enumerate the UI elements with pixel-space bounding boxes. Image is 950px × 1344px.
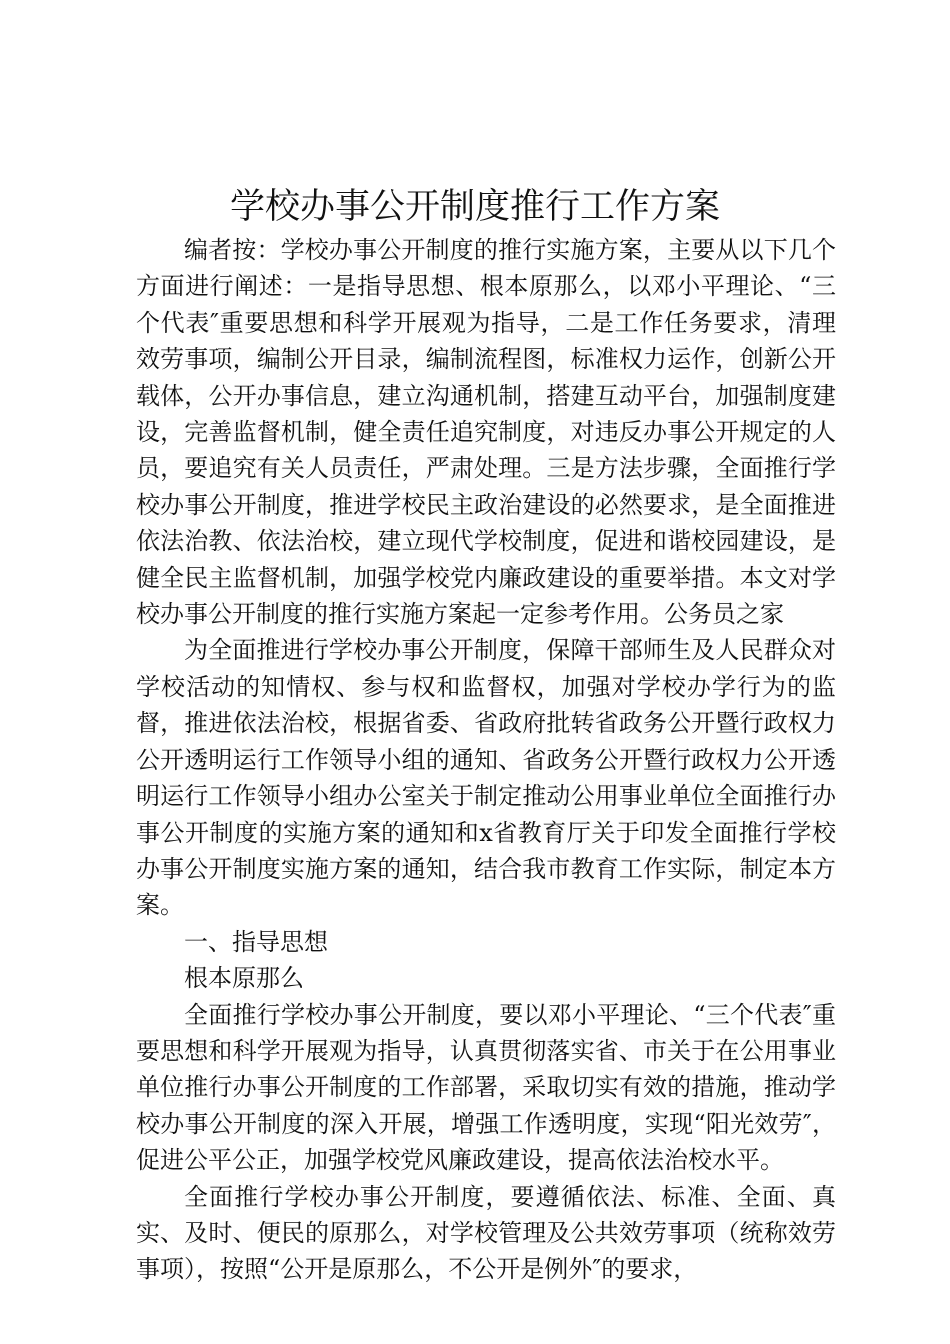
section-subheading-basic-principles: 根本原那么 xyxy=(184,964,304,993)
document-title: 学校办事公开制度推行工作方案 xyxy=(229,187,720,227)
document-body xyxy=(136,232,836,1288)
paragraph-intro: 为全面推进行学校办事公开制度，保障干部师生及人民群众对学校活动的知情权、参与权和监督权，加强对学校办学行为的监督，推进依法治校，根据省委、省政府批转省政务公开暨行政权力公开透明运行工作领导小组的通知、省政务公开暨行政权力公开透明运行工作领导小组办公室关于制定推动公用事业单位全面推行办事公开制度的实施方案的通知和x省教育厅关于印发全面推行学校办事公开制度实施方案的通知，结合我市教育工作实际，制定本方案。 xyxy=(136,636,836,920)
paragraph-editor-note: 编者按：学校办事公开制度的推行实施方案，主要从以下几个方面进行阐述：一是指导思想、根本原那么，以邓小平理论、“三个代表″重要思想和科学开展观为指导，二是工作任务要求，清理效劳事项，编制公开目录，编制流程图，标准权力运作，创新公开载体，公开办事信息，建立沟通机制，搭建互动平台，加强制度建设，完善监督机制，健全责任追究制度，对违反办事公开规定的人员，要追究有关人员责任，严肃处理。三是方法步骤，全面推行学校办事公开制度，推进学校民主政治建设的必然要求，是全面推进依法治教、依法治校，建立现代学校制度，促进和谐校园建设，是健全民主监督机制，加强学校党内廉政建设的重要举措。本文对学校办事公开制度的推行实施方案起一定参考作用。公务员之家 xyxy=(136,236,836,629)
paragraph-principles: 全面推行学校办事公开制度，要遵循依法、标准、全面、真实、及时、便民的原那么，对学校管理及公共效劳事项（统称效劳事项），按照“公开是原那么，不公开是例外″的要求， xyxy=(136,1182,836,1284)
paragraph-guiding-ideology: 全面推行学校办事公开制度，要以邓小平理论、“三个代表″重要思想和科学开展观为指导，认真贯彻落实省、市关于在公用事业单位推行办事公开制度的工作部署，采取切实有效的措施，推动学校办事公开制度的深入开展，增强工作透明度，实现“阳光效劳″，促进公平公正，加强学校党风廉政建设，提高依法治校水平。 xyxy=(136,1000,836,1175)
section-heading-guiding-ideology: 一、指导思想 xyxy=(184,927,328,956)
